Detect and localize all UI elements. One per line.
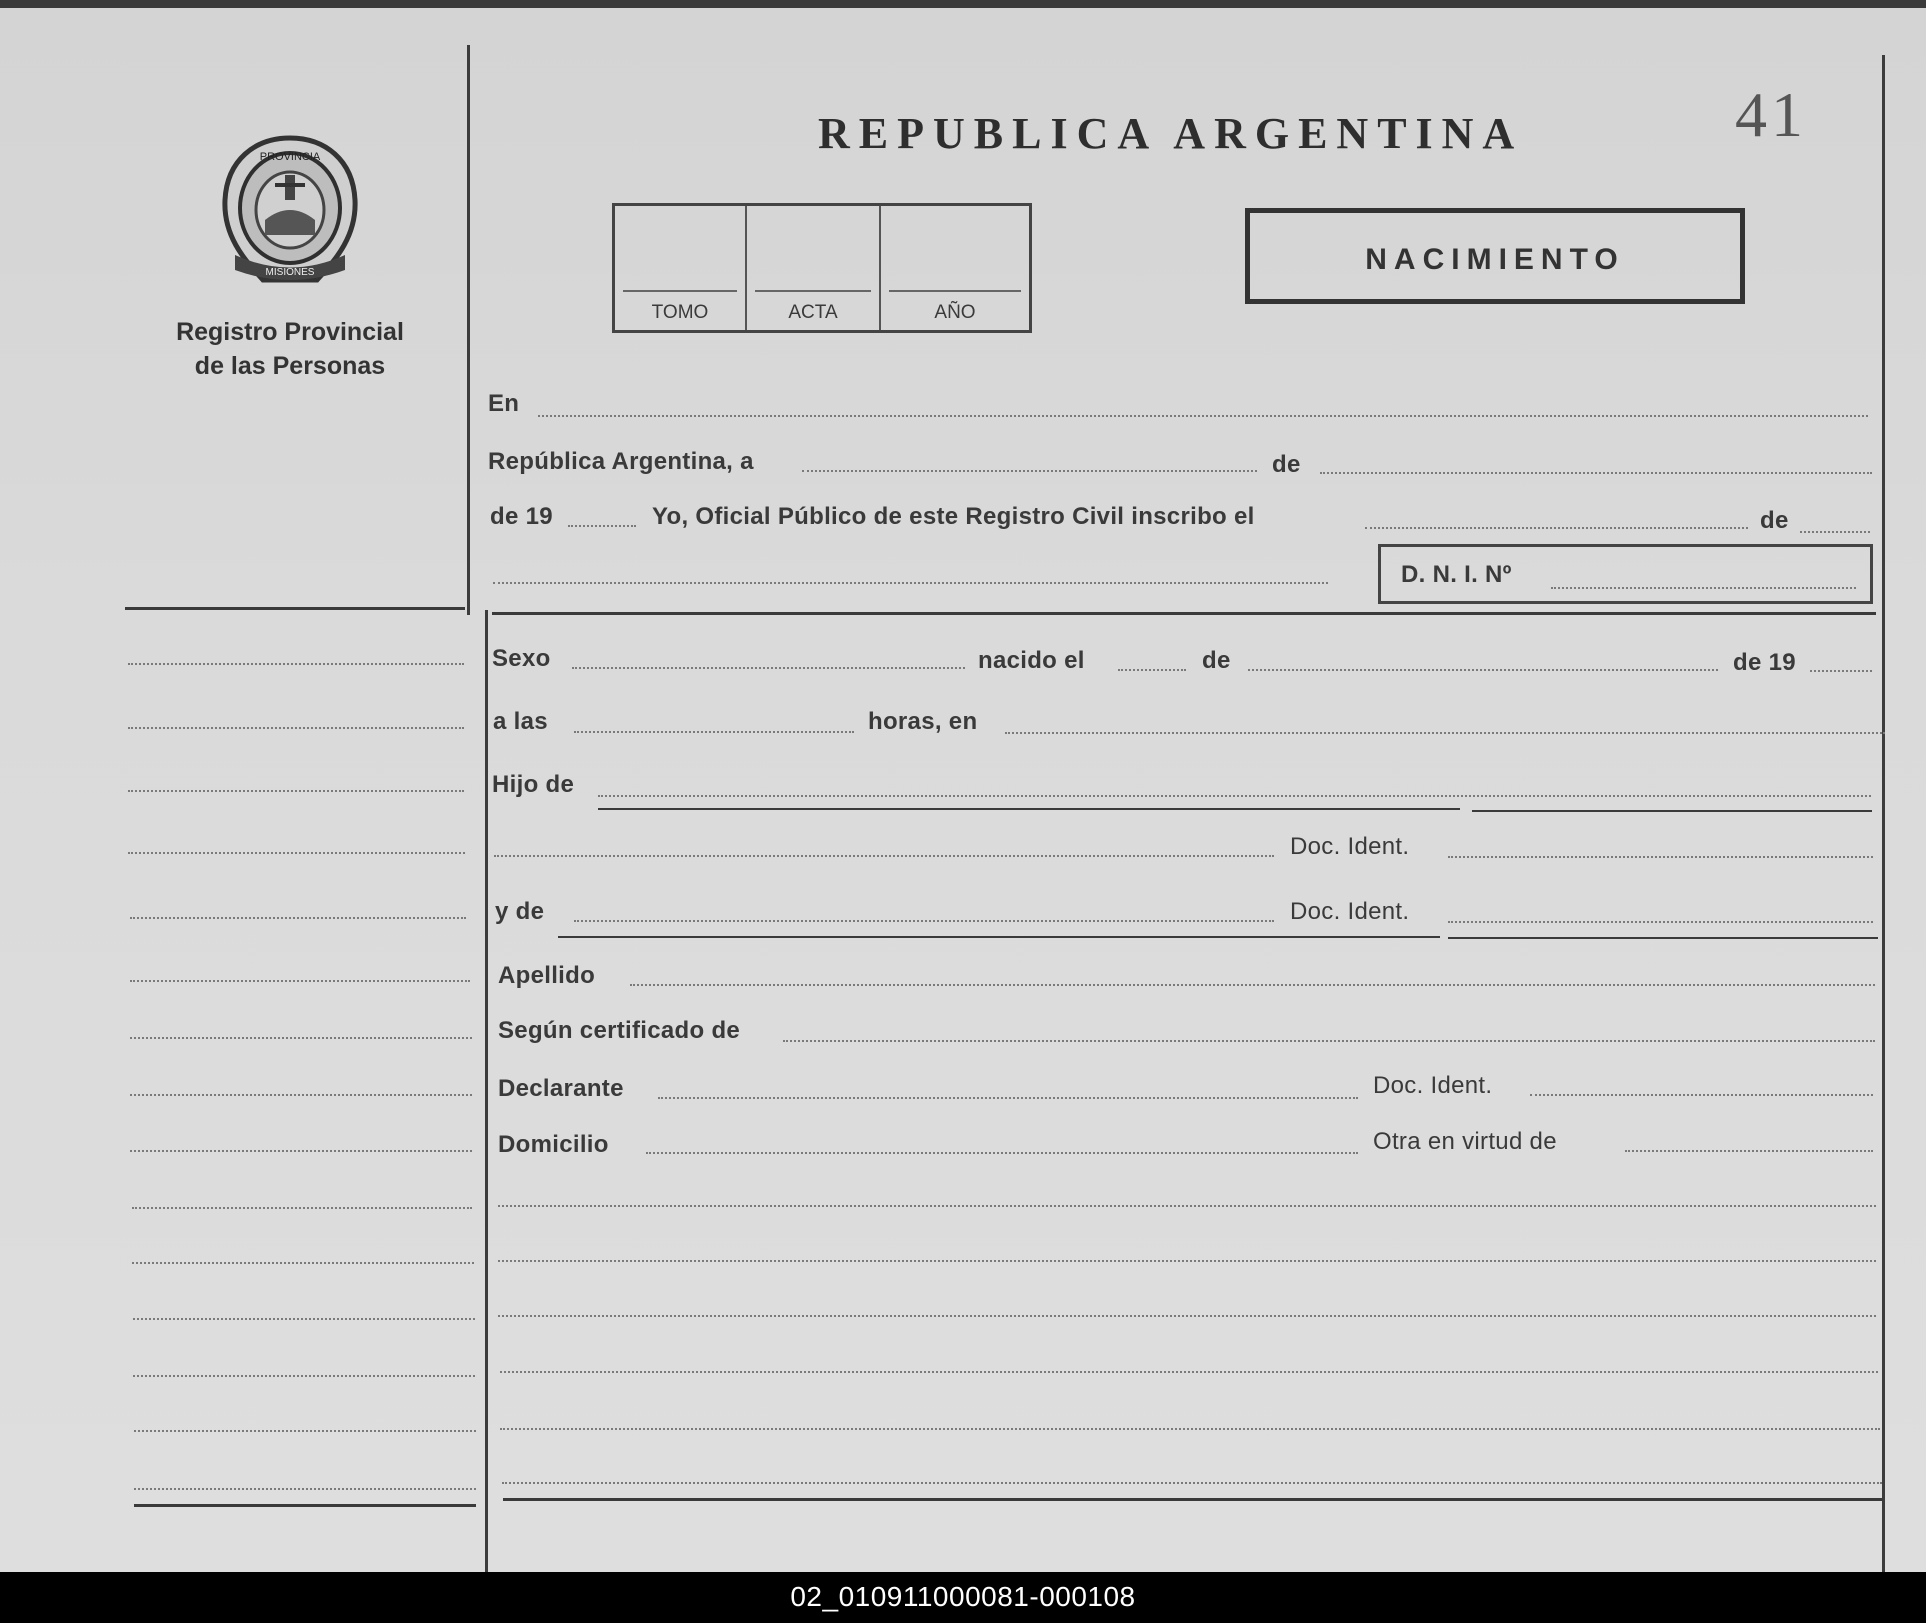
field-declarante bbox=[658, 1097, 1358, 1099]
margin-line bbox=[133, 1375, 475, 1377]
margin-line bbox=[128, 852, 465, 854]
label-de-3: de bbox=[1202, 647, 1231, 674]
field-nacido-mes bbox=[1248, 669, 1718, 671]
closing-rule-left bbox=[134, 1504, 476, 1507]
field-padre-2 bbox=[494, 855, 1274, 857]
provincial-seal-icon bbox=[215, 130, 365, 290]
label-de-1: de bbox=[1272, 451, 1301, 478]
organization-name bbox=[160, 315, 420, 383]
field-nombre bbox=[493, 582, 1328, 584]
madre-underline-2 bbox=[1448, 937, 1878, 939]
blank-line bbox=[498, 1205, 1876, 1207]
field-doc-ident-2 bbox=[1448, 921, 1873, 923]
field-sexo bbox=[572, 667, 965, 669]
margin-line bbox=[128, 727, 464, 729]
label-doc-ident-3: Doc. Ident. bbox=[1373, 1072, 1493, 1099]
tomo-cell bbox=[615, 206, 747, 330]
field-lugar bbox=[1005, 732, 1885, 734]
margin-line bbox=[134, 1488, 476, 1490]
madre-underline bbox=[558, 936, 1440, 938]
label-otra: Otra en virtud de bbox=[1373, 1128, 1557, 1155]
label-de-19-1: de 19 bbox=[490, 503, 553, 530]
label-de-2: de bbox=[1760, 507, 1789, 534]
ano-label: AÑO bbox=[934, 302, 976, 323]
record-type: NACIMIENTO bbox=[1365, 243, 1625, 276]
section-divider-right bbox=[492, 612, 1876, 615]
field-hora bbox=[574, 731, 854, 733]
padre-underline-2 bbox=[1472, 810, 1872, 812]
section-divider-left bbox=[125, 607, 465, 610]
margin-line bbox=[130, 917, 466, 919]
margin-line bbox=[133, 1318, 475, 1320]
field-inscribo bbox=[1365, 527, 1748, 529]
label-y-de: y de bbox=[495, 898, 545, 925]
label-nacido: nacido el bbox=[978, 647, 1085, 674]
seal-bottom-text: MISIONES bbox=[265, 267, 315, 278]
organization-line-1: Registro Provincial bbox=[176, 318, 404, 346]
label-segun: Según certificado de bbox=[498, 1017, 741, 1044]
label-republica: República Argentina, a bbox=[488, 448, 754, 475]
tomo-label: TOMO bbox=[651, 302, 709, 323]
blank-line bbox=[498, 1260, 1876, 1262]
label-doc-ident-2: Doc. Ident. bbox=[1290, 898, 1410, 925]
margin-line bbox=[128, 663, 464, 665]
blank-line bbox=[502, 1482, 1882, 1484]
acta-label: ACTA bbox=[788, 302, 838, 323]
margin-line bbox=[130, 1094, 472, 1096]
label-horas: horas, en bbox=[868, 708, 978, 735]
margin-line bbox=[130, 1037, 472, 1039]
margin-line bbox=[128, 790, 464, 792]
left-margin-rule bbox=[467, 45, 470, 615]
field-en bbox=[538, 415, 1868, 417]
margin-line bbox=[132, 1207, 472, 1209]
label-dni: D. N. I. Nº bbox=[1401, 561, 1512, 588]
label-domicilio: Domicilio bbox=[498, 1131, 609, 1158]
label-declarante: Declarante bbox=[498, 1075, 624, 1102]
margin-line bbox=[134, 1430, 476, 1432]
label-hijo: Hijo de bbox=[492, 771, 575, 798]
record-type-box bbox=[1245, 208, 1745, 304]
field-ano-1 bbox=[568, 525, 636, 527]
field-certificado bbox=[783, 1040, 1875, 1042]
blank-line bbox=[500, 1371, 1878, 1373]
file-id-label: 02_010911000081-000108 bbox=[790, 1581, 1136, 1612]
acta-cell bbox=[747, 206, 881, 330]
registry-reference-box bbox=[612, 203, 1032, 333]
organization-line-2: de las Personas bbox=[194, 352, 386, 380]
label-doc-ident-1: Doc. Ident. bbox=[1290, 833, 1410, 860]
field-otra bbox=[1625, 1150, 1873, 1152]
dni-box bbox=[1378, 544, 1873, 604]
field-doc-ident-3 bbox=[1530, 1094, 1873, 1096]
label-apellido: Apellido bbox=[498, 962, 596, 989]
padre-underline bbox=[598, 808, 1460, 810]
field-padre bbox=[598, 795, 1871, 797]
right-margin-rule bbox=[1882, 55, 1885, 1572]
label-oficial: Yo, Oficial Público de este Registro Civil inscribo el bbox=[652, 503, 1255, 530]
margin-line bbox=[130, 980, 470, 982]
field-domicilio bbox=[646, 1152, 1358, 1154]
field-dni bbox=[1551, 587, 1856, 589]
field-doc-ident-1 bbox=[1448, 856, 1873, 858]
field-madre bbox=[574, 920, 1274, 922]
blank-line bbox=[498, 1315, 1876, 1317]
label-sexo: Sexo bbox=[492, 645, 551, 672]
field-apellido bbox=[630, 984, 1875, 986]
page-number: 41 bbox=[1735, 79, 1807, 150]
scan-top-edge bbox=[0, 0, 1926, 8]
document-title: REPUBLICA ARGENTINA bbox=[818, 109, 1524, 158]
margin-line bbox=[130, 1150, 472, 1152]
label-a-las: a las bbox=[493, 708, 548, 735]
field-nacido-dia bbox=[1118, 669, 1186, 671]
seal-top-text: PROVINCIA bbox=[259, 151, 321, 163]
field-mes bbox=[1320, 472, 1872, 474]
field-dia bbox=[802, 470, 1257, 472]
label-en: En bbox=[488, 390, 520, 417]
field-de-2 bbox=[1800, 531, 1870, 533]
left-margin-rule-lower bbox=[485, 610, 488, 1572]
margin-line bbox=[132, 1262, 474, 1264]
ano-cell bbox=[881, 206, 1029, 330]
field-ano-2 bbox=[1810, 670, 1872, 672]
closing-rule-right bbox=[503, 1498, 1883, 1501]
blank-line bbox=[500, 1428, 1880, 1430]
label-de-19-2: de 19 bbox=[1733, 649, 1796, 676]
